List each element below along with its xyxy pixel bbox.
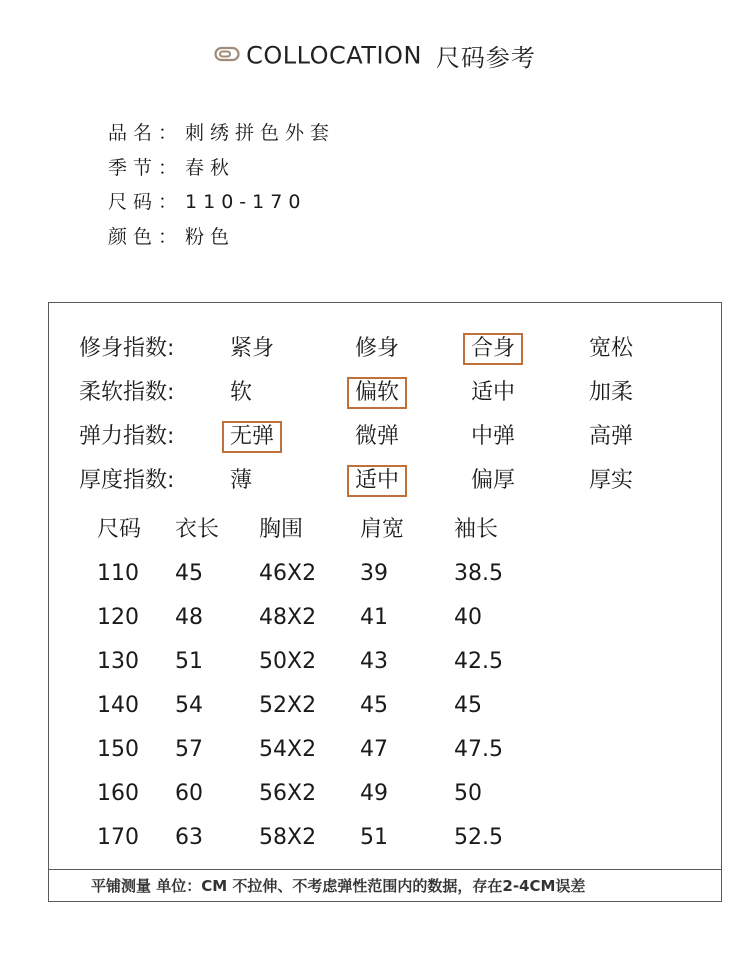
measurement-note: 平铺测量 单位：CM 不拉伸、不考虑弹性范围内的数据，存在2-4CM误差 xyxy=(91,877,586,895)
attribute-label: 修身指数: xyxy=(79,336,175,361)
info-row-color xyxy=(108,220,335,255)
table-cell: 41 xyxy=(360,605,388,630)
attribute-label: 厚度指数: xyxy=(79,468,175,493)
table-cell: 140 xyxy=(97,693,139,718)
attribute-option: 薄 xyxy=(230,468,253,493)
info-row-name xyxy=(108,116,335,151)
table-cell: 54 xyxy=(175,693,203,718)
table-header-cell: 袖长 xyxy=(454,517,499,542)
table-cell: 48 xyxy=(175,605,203,630)
info-value: 刺绣拼色外套 xyxy=(185,122,336,144)
table-cell: 170 xyxy=(97,825,139,850)
table-cell: 43 xyxy=(360,649,388,674)
attribute-option: 高弹 xyxy=(589,424,634,449)
table-cell: 45 xyxy=(175,561,203,586)
attribute-option-selected: 合身 xyxy=(463,333,523,365)
table-header-cell: 尺码 xyxy=(97,517,142,542)
table-cell: 110 xyxy=(97,561,139,586)
table-cell: 120 xyxy=(97,605,139,630)
table-cell: 56X2 xyxy=(259,781,317,806)
page-header xyxy=(0,38,750,73)
attribute-option: 加柔 xyxy=(589,380,634,405)
attribute-option: 宽松 xyxy=(589,336,634,361)
table-row xyxy=(49,772,721,816)
page-title: 尺码参考 xyxy=(435,44,536,72)
table-cell: 47 xyxy=(360,737,388,762)
table-cell: 50 xyxy=(454,781,482,806)
attribute-row xyxy=(49,417,721,457)
info-value: 春秋 xyxy=(185,156,236,179)
table-cell: 42.5 xyxy=(454,649,503,674)
table-cell: 54X2 xyxy=(259,737,317,762)
attribute-option-selected: 无弹 xyxy=(222,421,282,453)
table-cell: 39 xyxy=(360,561,388,586)
table-cell: 63 xyxy=(175,825,203,850)
size-panel xyxy=(48,302,722,902)
table-header-cell: 肩宽 xyxy=(360,517,405,542)
attribute-label: 弹力指数: xyxy=(79,424,175,449)
attribute-option-selected: 偏软 xyxy=(347,377,407,409)
attribute-option: 适中 xyxy=(471,380,516,405)
info-row-size xyxy=(108,185,335,220)
attribute-option: 紧身 xyxy=(230,336,275,361)
attribute-option: 软 xyxy=(230,380,253,405)
info-label: 季节： xyxy=(108,156,184,179)
table-cell: 150 xyxy=(97,737,139,762)
table-row xyxy=(49,728,721,772)
table-header-cell: 胸围 xyxy=(259,517,304,542)
table-cell: 38.5 xyxy=(454,561,503,586)
attribute-row xyxy=(49,461,721,501)
table-cell: 45 xyxy=(360,693,388,718)
attribute-label: 柔软指数: xyxy=(79,380,175,405)
table-cell: 52.5 xyxy=(454,825,503,850)
table-cell: 160 xyxy=(97,781,139,806)
table-cell: 46X2 xyxy=(259,561,317,586)
attribute-row xyxy=(49,329,721,369)
info-label: 颜色： xyxy=(108,225,184,248)
table-row xyxy=(49,552,721,596)
table-row xyxy=(49,596,721,640)
table-cell: 58X2 xyxy=(259,825,317,850)
info-row-season xyxy=(108,151,335,186)
brand-name: COLLOCATION xyxy=(246,41,422,70)
table-cell: 51 xyxy=(175,649,203,674)
table-row xyxy=(49,816,721,860)
table-cell: 47.5 xyxy=(454,737,503,762)
info-value: 粉色 xyxy=(185,225,236,248)
attribute-option-selected: 适中 xyxy=(347,465,407,497)
table-cell: 57 xyxy=(175,737,203,762)
table-header-cell: 衣长 xyxy=(175,517,220,542)
table-cell: 51 xyxy=(360,825,388,850)
chain-link-icon xyxy=(214,40,240,68)
table-row xyxy=(49,684,721,728)
table-row xyxy=(49,640,721,684)
table-header-row xyxy=(49,508,721,552)
info-value: 110-170 xyxy=(185,191,307,213)
table-cell: 40 xyxy=(454,605,482,630)
attribute-option: 中弹 xyxy=(471,424,516,449)
table-cell: 48X2 xyxy=(259,605,317,630)
attribute-row xyxy=(49,373,721,413)
attribute-option: 微弹 xyxy=(355,424,400,449)
attribute-option: 修身 xyxy=(355,336,400,361)
table-cell: 60 xyxy=(175,781,203,806)
table-cell: 52X2 xyxy=(259,693,317,718)
info-label: 品名： xyxy=(108,122,184,144)
info-label: 尺码： xyxy=(108,191,184,213)
table-cell: 45 xyxy=(454,693,482,718)
table-cell: 50X2 xyxy=(259,649,317,674)
product-info xyxy=(108,116,335,254)
table-cell: 49 xyxy=(360,781,388,806)
attribute-option: 偏厚 xyxy=(471,468,516,493)
table-cell: 130 xyxy=(97,649,139,674)
attribute-option: 厚实 xyxy=(589,468,634,493)
